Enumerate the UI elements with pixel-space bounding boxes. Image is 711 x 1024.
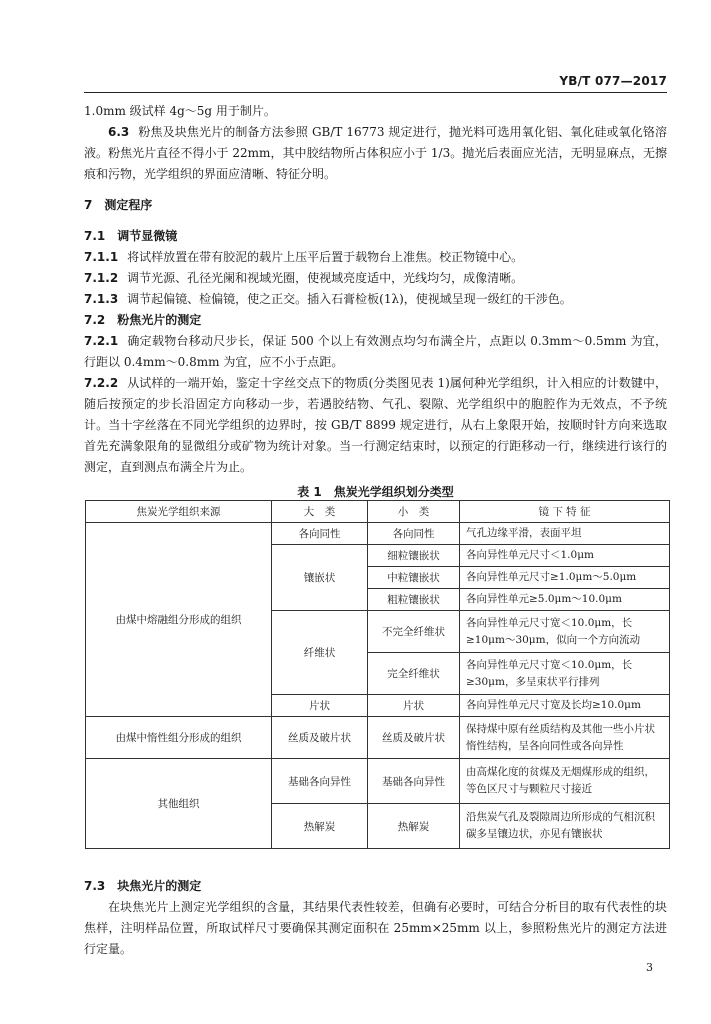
section-title: 调节显微镜 [117, 229, 178, 243]
header-cell: 焦炭光学组织来源 [86, 501, 272, 523]
clause-number: 6.3 [108, 125, 130, 139]
clause-text: 确定载物台移动尺步长，保证 500 个以上有效测点均匀布满全片，点距以 0.3mm～0.5mm 为宜，行距以 0.4mm～0.8mm 为宜，应不小于点距。 [84, 334, 667, 369]
standard-code: YB/T 077—2017 [559, 74, 667, 88]
table-row [86, 523, 670, 545]
feature-cell: 气孔边缘平滑，表面平坦 [460, 523, 670, 545]
feature-cell: 各向异性单元尺寸宽＜10.0μm，长≥30μm，多呈束状平行排列 [460, 653, 670, 695]
major-class-cell: 丝质及破片状 [272, 717, 368, 759]
section-number: 7.3 [84, 879, 106, 893]
minor-class-cell: 基础各向异性 [368, 759, 460, 804]
section-title: 粉焦光片的测定 [117, 313, 202, 327]
minor-class-cell: 中粒镶嵌状 [368, 567, 460, 589]
para-7-2-1 [84, 331, 667, 373]
para-7-3: 在块焦光片上测定光学组织的含量，其结果代表性较差，但确有必要时，可结合分析目的取有代表性的块焦样，注明样品位置，所取试样尺寸要确保其测定面积在 25mm×25mm 以上，参照粉焦光片的测定方法进行定量。 [84, 900, 667, 956]
table-row [86, 717, 670, 759]
para-7-1-3 [84, 289, 667, 310]
clause-number: 7.1.3 [84, 292, 119, 306]
clause-text: 调节光源、孔径光阑和视域光圈，使视域亮度适中，光线均匀，成像清晰。 [127, 271, 524, 285]
para-7-1-1 [84, 247, 667, 268]
source-cell: 由煤中惰性组分形成的组织 [86, 717, 272, 759]
minor-class-cell: 热解炭 [368, 804, 460, 849]
table-label: 表 1 [297, 485, 322, 499]
major-class-cell: 纤维状 [272, 611, 368, 695]
para-6-3 [84, 122, 667, 185]
feature-cell: 各向异性单元尺寸宽＜10.0μm，长≥10μm～30μm，似向一个方向流动 [460, 611, 670, 653]
feature-cell: 保持煤中原有丝质结构及其他一些小片状惰性结构，呈各向同性或各向异性 [460, 717, 670, 759]
feature-cell: 由高煤化度的贫煤及无烟煤形成的组织，等色区尺寸与颗粒尺寸接近 [460, 759, 670, 804]
major-class-cell: 片状 [272, 695, 368, 717]
feature-cell: 各向异性单元尺寸＜1.0μm [460, 545, 670, 567]
minor-class-cell: 各向同性 [368, 523, 460, 545]
section-title: 测定程序 [104, 198, 153, 212]
clause-number: 7.2.1 [84, 334, 119, 348]
table-header-row [86, 501, 670, 523]
section-number: 7.1 [84, 229, 106, 243]
feature-cell: 各向异性单元≥5.0μm～10.0μm [460, 589, 670, 611]
minor-class-cell: 细粒镶嵌状 [368, 545, 460, 567]
minor-class-cell: 片状 [368, 695, 460, 717]
clause-text: 调节起偏镜、检偏镜，使之正交。插入石膏检板(1λ)，使视域呈现一级红的干涉色。 [127, 292, 572, 306]
header-rule [84, 92, 667, 93]
clause-number: 7.1.1 [84, 250, 119, 264]
clause-number: 7.2.2 [84, 376, 119, 390]
major-class-cell: 基础各向异性 [272, 759, 368, 804]
feature-cell: 各向异性单元尺寸宽及长均≥10.0μm [460, 695, 670, 717]
minor-class-cell: 丝质及破片状 [368, 717, 460, 759]
upper-body [84, 101, 667, 505]
clause-text: 从试样的一端开始，鉴定十字丝交点下的物质(分类图见表 1)属何种光学组织，计入相应的计数键中，随后按预定的步长沿固定方向移动一步，若遇胶结物、气孔、裂隙、光学组织中的胞腔作为无效点，不予统计。当十字丝落在不同光学组织的边界时，按 GB/T 8899 规定进行，从右上象限开始，按顺时针方向来选取首先充满象限角的显微组分或矿物为统计对象。当一行测定结束时，以预定的行距移动一行，继续进行该行的测定，直到测点布满全片为止。 [84, 376, 667, 474]
coke-optical-texture-table [85, 500, 670, 849]
para-6-2-tail: 1.0mm 级试样 4g～5g 用于制片。 [84, 104, 276, 118]
lower-body [84, 876, 667, 960]
section-7-2-heading [84, 310, 667, 331]
header-cell: 镜 下 特 征 [460, 501, 670, 523]
para-7-2-2 [84, 373, 667, 478]
major-class-cell: 热解炭 [272, 804, 368, 849]
table-caption [84, 482, 667, 502]
feature-cell: 各向异性单元尺寸≥1.0μm～5.0μm [460, 567, 670, 589]
minor-class-cell: 完全纤维状 [368, 653, 460, 695]
section-number: 7.2 [84, 313, 106, 327]
table-row [86, 759, 670, 804]
minor-class-cell: 粗粒镶嵌状 [368, 589, 460, 611]
section-title: 块焦光片的测定 [117, 879, 202, 893]
header-cell: 小 类 [368, 501, 460, 523]
page-number: 3 [646, 961, 653, 974]
para-7-1-2 [84, 268, 667, 289]
section-7-1-heading [84, 226, 667, 247]
major-class-cell: 镶嵌状 [272, 545, 368, 611]
section-7-3-heading [84, 876, 667, 897]
source-cell: 由煤中熔融组分形成的组织 [86, 523, 272, 717]
feature-cell: 沿焦炭气孔及裂隙周边所形成的气相沉积碳多呈镶边状，亦见有镶嵌状 [460, 804, 670, 849]
header-cell: 大 类 [272, 501, 368, 523]
section-7-heading [84, 195, 667, 216]
clause-number: 7.1.2 [84, 271, 119, 285]
major-class-cell: 各向同性 [272, 523, 368, 545]
source-cell: 其他组织 [86, 759, 272, 849]
section-number: 7 [84, 198, 93, 212]
clause-text: 将试样放置在带有胶泥的载片上压平后置于载物台上准焦。校正物镜中心。 [127, 250, 524, 264]
clause-text: 粉焦及块焦光片的制备方法参照 GB/T 16773 规定进行，抛光料可选用氧化铝、氧化硅或氧化铬溶液。粉焦光片直径不得小于 22mm，其中胶结物所占体积应小于 1/3。抛光后表面应光洁，无明显麻点，无擦痕和污物，光学组织的界面应清晰、特征分明。 [84, 125, 667, 181]
minor-class-cell: 不完全纤维状 [368, 611, 460, 653]
table-title: 焦炭光学组织划分类型 [333, 485, 454, 499]
